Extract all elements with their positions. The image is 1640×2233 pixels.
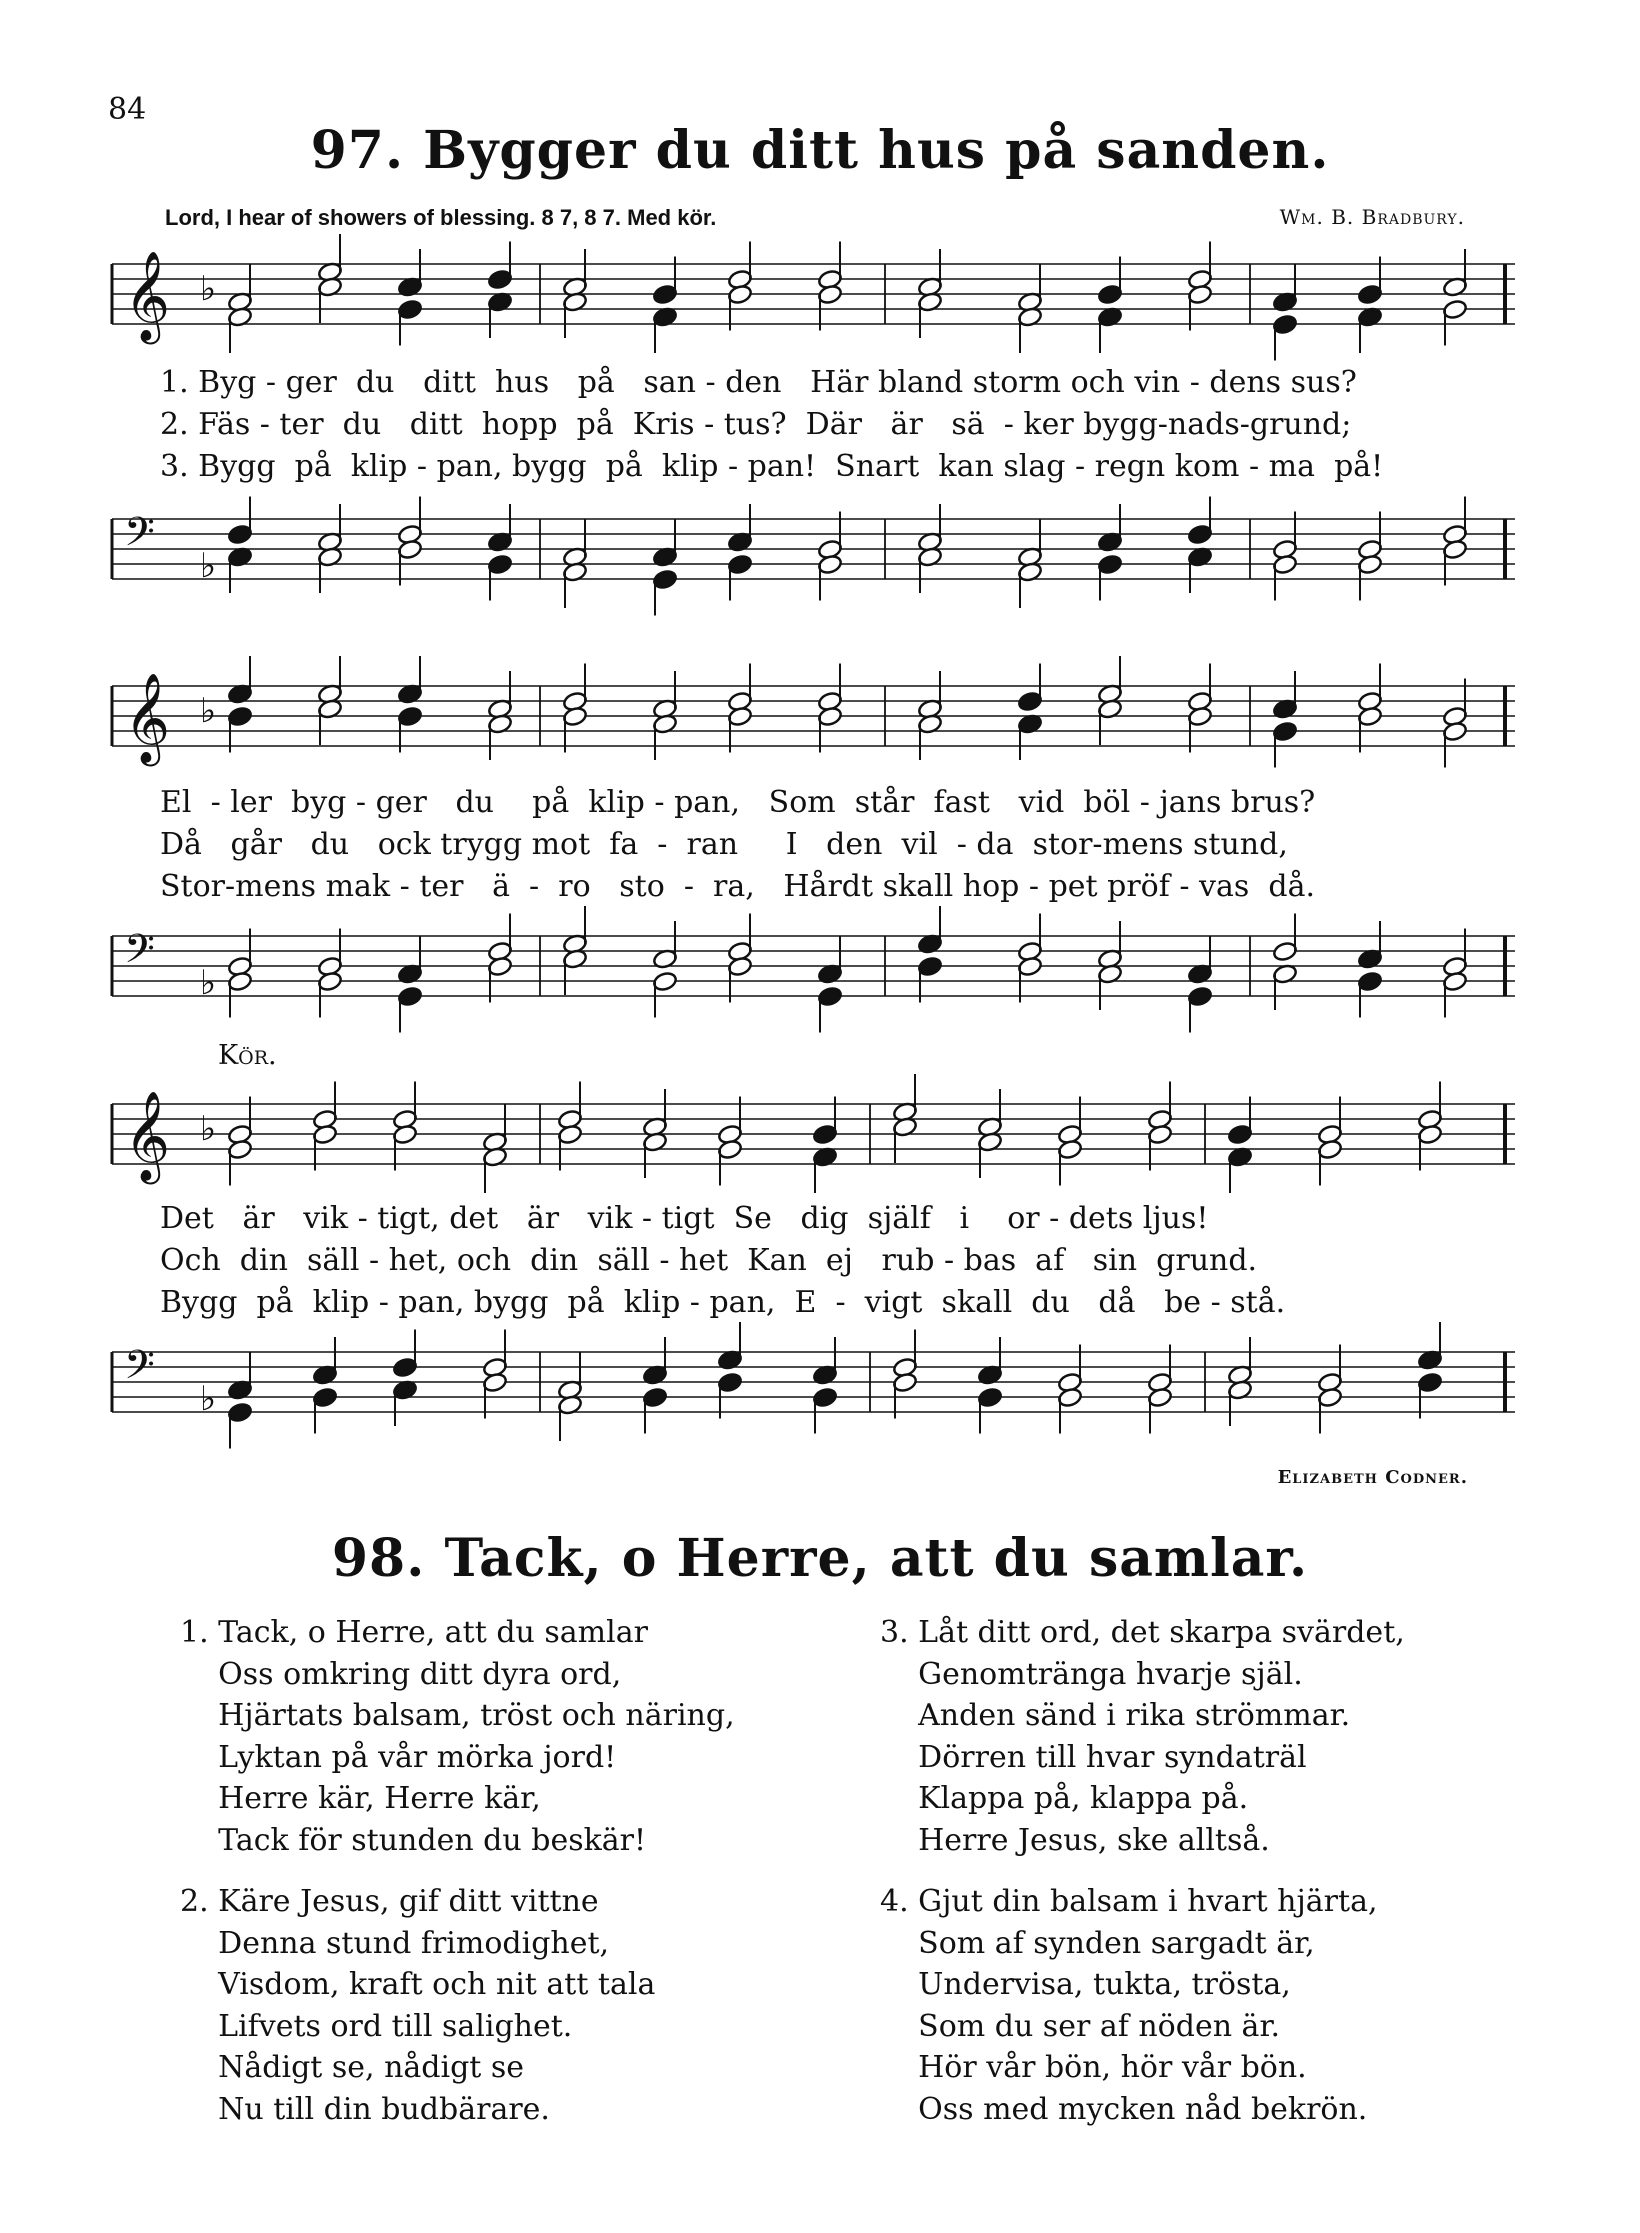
flat-sign-icon: ♭ [200, 1379, 217, 1419]
verse-line: 3. Låt ditt ord, det skarpa svärdet, [880, 1615, 1405, 1650]
lyric-line: Och din säll - het, och din säll - het Kan ej rub - bas af sin grund. [160, 1243, 1258, 1278]
verse-line: Denna stund frimodighet, [180, 1925, 610, 1961]
composer-credit: Wm. B. Bradbury. [1279, 205, 1465, 229]
bass-staff-1 [0, 505, 1640, 625]
verse-line: Som du ser af nöden är. [880, 2008, 1281, 2044]
hymn-97-title: 97. Bygger du ditt hus på sanden. [310, 120, 1330, 181]
verse-line: Lifvets ord till salighet. [180, 2008, 573, 2044]
bass-clef-icon: 𝄢 [124, 1342, 155, 1398]
page-number: 84 [108, 92, 147, 127]
hymn-98-title: 98. Tack, o Herre, att du samlar. [331, 1528, 1309, 1589]
verse-line: 2. Käre Jesus, gif ditt vittne [180, 1884, 599, 1919]
verse-2 [180, 1881, 820, 2130]
flat-sign-icon: ♭ [200, 963, 217, 1003]
verse-line: Nådigt se, nådigt se [180, 2050, 525, 2085]
verse-4 [880, 1881, 1520, 2130]
verses-right-column [880, 1612, 1520, 2150]
bass-staff-2 [0, 922, 1640, 1042]
verse-line: Oss omkring ditt dyra ord, [180, 1656, 622, 1692]
verse-line: Herre kär, Herre kär, [180, 1781, 541, 1816]
tune-info: Lord, I hear of showers of blessing. 8 7, 8 7. Med kör. [165, 205, 717, 230]
verse-3 [880, 1612, 1520, 1861]
verse-line: Tack för stunden du beskär! [180, 1822, 647, 1858]
flat-sign-icon: ♭ [200, 1109, 217, 1149]
verse-1 [180, 1612, 820, 1861]
bass-clef-icon: 𝄢 [124, 509, 155, 565]
flat-sign-icon: ♭ [200, 269, 217, 309]
verse-line: Anden sänd i rika strömmar. [880, 1698, 1351, 1733]
treble-clef-icon: 𝄞 [124, 1091, 171, 1181]
verse-line: 4. Gjut din balsam i hvart hjärta, [880, 1884, 1378, 1919]
verse-line: 1. Tack, o Herre, att du samlar [180, 1615, 648, 1650]
lyric-line: Bygg på klip - pan, bygg på klip - pan, E - vigt skall du då be - stå. [160, 1285, 1286, 1320]
treble-staff-3 [0, 1090, 1640, 1210]
verses-left-column [180, 1612, 820, 2150]
verse-line: Dörren till hvar syndaträl [880, 1739, 1307, 1775]
verse-line: Oss med mycken nåd bekrön. [880, 2091, 1368, 2127]
bass-staff-3 [0, 1338, 1640, 1458]
verse-line: Genomtränga hvarje själ. [880, 1656, 1303, 1692]
verse-line: Hör vår bön, hör vår bön. [880, 2050, 1307, 2085]
lyrics-system-1 [160, 362, 1520, 488]
verse-line: Klappa på, klappa på. [880, 1781, 1249, 1816]
verse-line: Hjärtats balsam, tröst och näring, [180, 1698, 735, 1733]
author-credit: Elizabeth Codner. [1277, 1467, 1468, 1488]
lyrics-system-2 [160, 782, 1520, 908]
chorus-label: Kör. [218, 1040, 277, 1071]
treble-staff-2 [0, 672, 1640, 792]
verse-line: Undervisa, tukta, trösta, [880, 1967, 1291, 2002]
verse-line: Visdom, kraft och nit att tala [180, 1967, 656, 2002]
lyric-line: 3. Bygg på klip - pan, bygg på klip - pan! Snart kan slag - regn kom - ma på! [160, 449, 1384, 484]
verse-line: Lyktan på vår mörka jord! [180, 1739, 617, 1775]
lyric-line: Stor-mens mak - ter ä - ro sto - ra, Hårdt skall hop - pet pröf - vas då. [160, 869, 1315, 904]
verse-line: Nu till din budbärare. [180, 2091, 550, 2127]
treble-clef-icon: 𝄞 [124, 673, 171, 763]
flat-sign-icon: ♭ [200, 546, 217, 586]
verse-line: Herre Jesus, ske alltså. [880, 1822, 1270, 1858]
bass-clef-icon: 𝄢 [124, 926, 155, 982]
flat-sign-icon: ♭ [200, 691, 217, 731]
lyrics-system-3 [160, 1198, 1520, 1324]
lyric-line: El - ler byg - ger du på klip - pan, Som står fast vid böl - jans brus? [160, 785, 1316, 820]
verse-line: Som af synden sargadt är, [880, 1925, 1315, 1961]
treble-clef-icon: 𝄞 [124, 251, 171, 341]
lyric-line: 2. Fäs - ter du ditt hopp på Kris - tus? Där är sä - ker bygg-nads-grund; [160, 407, 1352, 442]
treble-staff-1 [0, 250, 1640, 370]
lyric-line: Då går du ock trygg mot fa - ran I den vil - da stor-mens stund, [160, 827, 1288, 862]
lyric-line: Det är vik - tigt, det är vik - tigt Se dig själf i or - dets ljus! [160, 1201, 1209, 1236]
lyric-line: 1. Byg - ger du ditt hus på san - den Här bland storm och vin - dens sus? [160, 365, 1357, 400]
